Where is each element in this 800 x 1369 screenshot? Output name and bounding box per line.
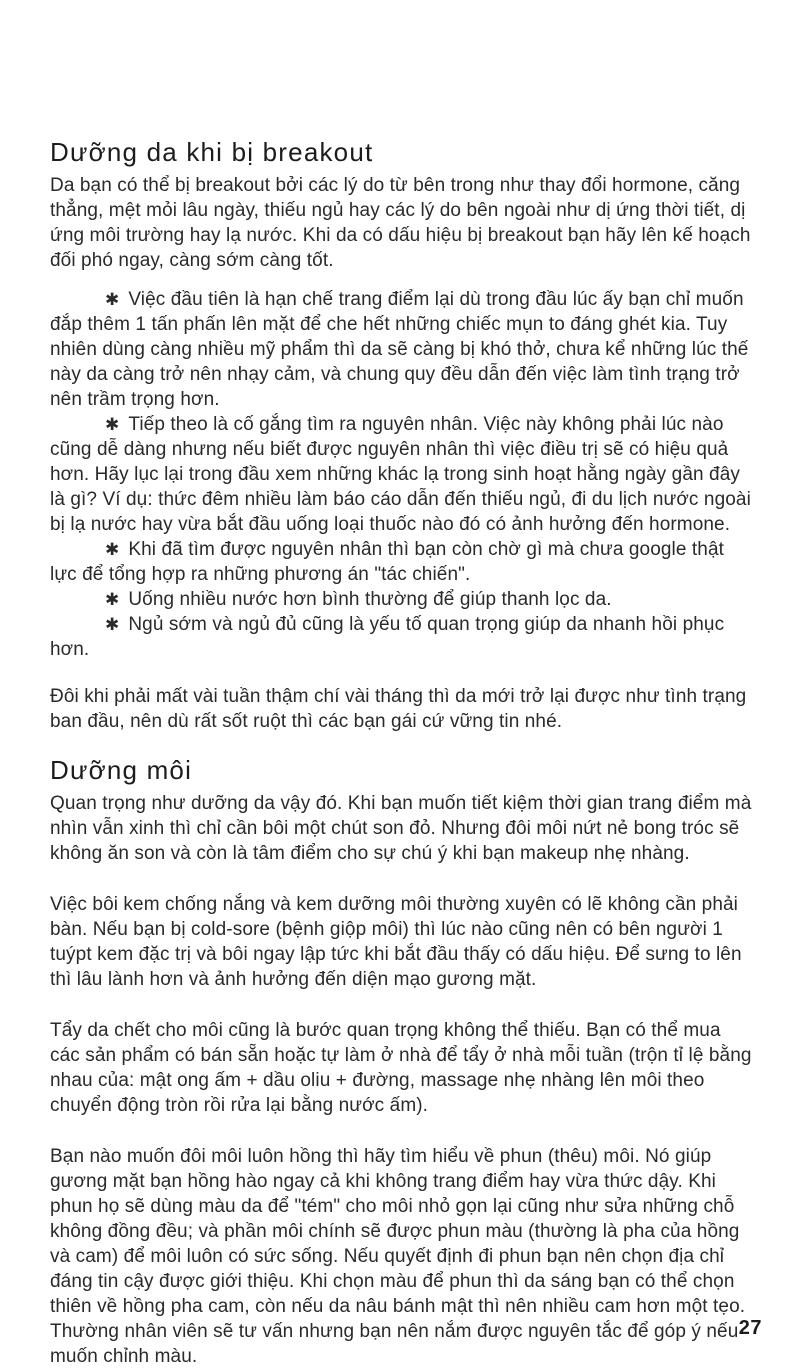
list-item [50, 587, 754, 612]
page-number: 27 [738, 1317, 762, 1339]
list-item [50, 612, 754, 662]
lipcare-paragraph: Tẩy da chết cho môi cũng là bước quan trọng không thể thiếu. Bạn có thể mua các sản phẩm có bán sẵn hoặc tự làm ở nhà để tẩy ở nhà mỗi tuần (trộn tỉ lệ bằng nhau của: mật ong ấm + dầu oliu + đường, massage nhẹ nhàng lên môi theo chuyển động tròn rồi rửa lại bằng nước ấm). [50, 1020, 752, 1116]
asterisk-bullet-icon: ✱ [105, 590, 120, 609]
asterisk-bullet-icon: ✱ [105, 540, 120, 559]
asterisk-bullet-icon: ✱ [105, 615, 120, 634]
breakout-bullet-list [50, 287, 754, 662]
breakout-intro-paragraph: Da bạn có thể bị breakout bởi các lý do từ bên trong như thay đổi hormone, căng thẳng, mệt mỏi lâu ngày, thiếu ngủ hay các lý do bên ngoài như dị ứng thời tiết, dị ứng môi trường hay lạ nước. Khi da có dấu hiệu bị breakout bạn hãy lên kế hoạch đối phó ngay, càng sớm càng tốt. [50, 175, 751, 271]
asterisk-bullet-icon: ✱ [105, 290, 120, 309]
lipcare-paragraph: Việc bôi kem chống nắng và kem dưỡng môi thường xuyên có lẽ không cần phải bàn. Nếu bạn bị cold-sore (bệnh giộp môi) thì lúc nào cũng nên có bên người 1 tuýpt kem đặc trị và bôi ngay lập tức khi bắt đầu thấy có dấu hiệu. Để sưng to lên thì lâu lành hơn và ảnh hưởng đến diện mạo gương mặt. [50, 894, 742, 990]
lipcare-paragraph: Bạn nào muốn đôi môi luôn hồng thì hãy tìm hiểu về phun (thêu) môi. Nó giúp gương mặt bạn hồng hào ngay cả khi không trang điểm hay vừa thức dậy. Khi phun họ sẽ dùng màu da để "tém" cho môi nhỏ gọn lại cũng như sửa những chỗ không đồng đều; và phần môi chính sẽ được phun màu (thường là pha của hồng và cam) để môi luôn có sức sống. Nếu quyết định đi phun bạn nên chọn địa chỉ đáng tin cậy được giới thiệu. Khi chọn màu để phun thì da sáng bạn có thể chọn thiên về hồng pha cam, còn nếu da nâu bánh mật thì nên nhiều cam hơn một tẹo. Thường nhân viên sẽ tư vấn nhưng bạn nên nắm được nguyên tắc để góp ý nếu muốn chỉnh màu. [50, 1146, 746, 1367]
section-heading-breakout: Dưỡng da khi bị breakout [50, 137, 374, 167]
list-item-text: Việc đầu tiên là hạn chế trang điểm lại dù trong đầu lúc ấy bạn chỉ muốn đắp thêm 1 tấn phấn lên mặt để che hết những chiếc mụn to đáng ghét kia. Tuy nhiên dùng càng nhiều mỹ phẩm thì da sẽ càng bị khó thở, chưa kể những lúc thế này da càng trở nên nhạy cảm, và chung quy đều dẫn đến việc làm tình trạng trở nên trầm trọng hơn. [50, 289, 749, 410]
lipcare-paragraph: Quan trọng như dưỡng da vậy đó. Khi bạn muốn tiết kiệm thời gian trang điểm mà nhìn vẫn xinh thì chỉ cần bôi một chút son đỏ. Nhưng đôi môi nứt nẻ bong tróc sẽ không ăn son và còn là tâm điểm cho sự chú ý khi bạn makeup nhẹ nhàng. [50, 793, 752, 864]
list-item [50, 412, 754, 537]
list-item-text: Uống nhiều nước hơn bình thường để giúp thanh lọc da. [128, 589, 612, 610]
list-item [50, 287, 754, 412]
list-item [50, 537, 754, 587]
section-heading-lipcare: Dưỡng môi [50, 755, 193, 785]
asterisk-bullet-icon: ✱ [105, 415, 120, 434]
breakout-outro-paragraph: Đôi khi phải mất vài tuần thậm chí vài tháng thì da mới trở lại được như tình trạng ban đầu, nên dù rất sốt ruột thì các bạn gái cứ vững tin nhé. [50, 686, 747, 732]
list-item-text: Khi đã tìm được nguyên nhân thì bạn còn chờ gì mà chưa google thật lực để tổng hợp ra những phương án "tác chiến". [50, 539, 725, 585]
list-item-text: Tiếp theo là cố gắng tìm ra nguyên nhân. Việc này không phải lúc nào cũng dễ dàng nhưng nếu biết được nguyên nhân thì việc điều trị sẽ có hiệu quả hơn. Hãy lục lại trong đầu xem những khác lạ trong sinh hoạt hằng ngày gần đây là gì? Ví dụ: thức đêm nhiều làm báo cáo dẫn đến thiếu ngủ, đi du lịch nước ngoài bị lạ nước hay vừa bắt đầu uống loại thuốc nào đó có ảnh hưởng đến hormone. [50, 414, 751, 535]
list-item-text: Ngủ sớm và ngủ đủ cũng là yếu tố quan trọng giúp da nhanh hồi phục hơn. [50, 614, 725, 660]
